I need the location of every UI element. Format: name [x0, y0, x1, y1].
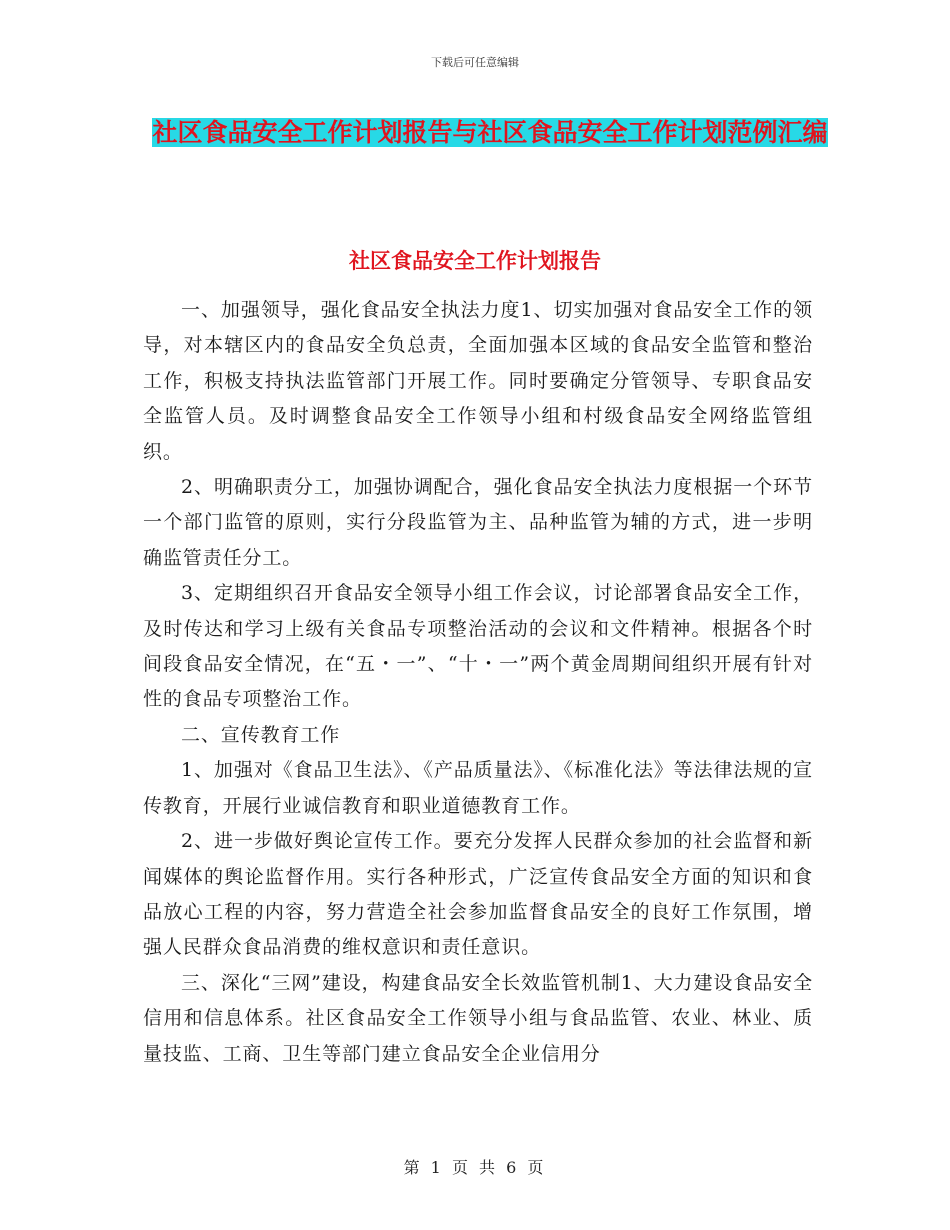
- document-title-text: 社区食品安全工作计划报告与社区食品安全工作计划范例汇编: [152, 118, 828, 147]
- document-body: [143, 293, 813, 1072]
- body-paragraph: 3、定期组织召开食品安全领导小组工作会议，讨论部署食品安全工作，及时传达和学习上级有关食品专项整治活动的会议和文件精神。根据各个时间段食品安全情况，在“五・一”、“十・一”两个黄金周期间组织开展有针对性的食品专项整治工作。: [143, 582, 813, 711]
- body-paragraph: 二、宣传教育工作: [181, 723, 341, 746]
- section-title: 社区食品安全工作计划报告: [349, 249, 601, 273]
- body-paragraph: 2、进一步做好舆论宣传工作。要充分发挥人民群众参加的社会监督和新闻媒体的舆论监督作用。实行各种形式，广泛宣传食品安全方面的知识和食品放心工程的内容，努力营造全社会参加监督食品安全的良好工作氛围，增强人民群众食品消费的维权意识和责任意识。: [143, 830, 813, 959]
- page-number: 第 1 页 共 6 页: [403, 1158, 547, 1177]
- body-paragraph: 1、加强对《食品卫生法》、《产品质量法》、《标准化法》等法律法规的宣传教育，开展行业诚信教育和职业道德教育工作。: [143, 759, 813, 817]
- body-paragraph: 三、深化“三网”建设，构建食品安全长效监管机制1、大力建设食品安全信用和信息体系。社区食品安全工作领导小组与食品监管、农业、林业、质量技监、工商、卫生等部门建立食品安全企业信用分: [143, 971, 813, 1065]
- page-header-note: 下载后可任意编辑: [431, 56, 519, 69]
- body-paragraph: 一、加强领导，强化食品安全执法力度1、切实加强对食品安全工作的领导，对本辖区内的食品安全负总责，全面加强本区域的食品安全监管和整治工作，积极支持执法监管部门开展工作。同时要确定分管领导、专职食品安全监管人员。及时调整食品安全工作领导小组和村级食品安全网络监管组织。: [143, 299, 813, 463]
- document-title: [140, 110, 840, 156]
- body-paragraph: 2、明确职责分工，加强协调配合，强化食品安全执法力度根据一个环节一个部门监管的原则，实行分段监管为主、品种监管为辅的方式，进一步明确监管责任分工。: [143, 476, 813, 569]
